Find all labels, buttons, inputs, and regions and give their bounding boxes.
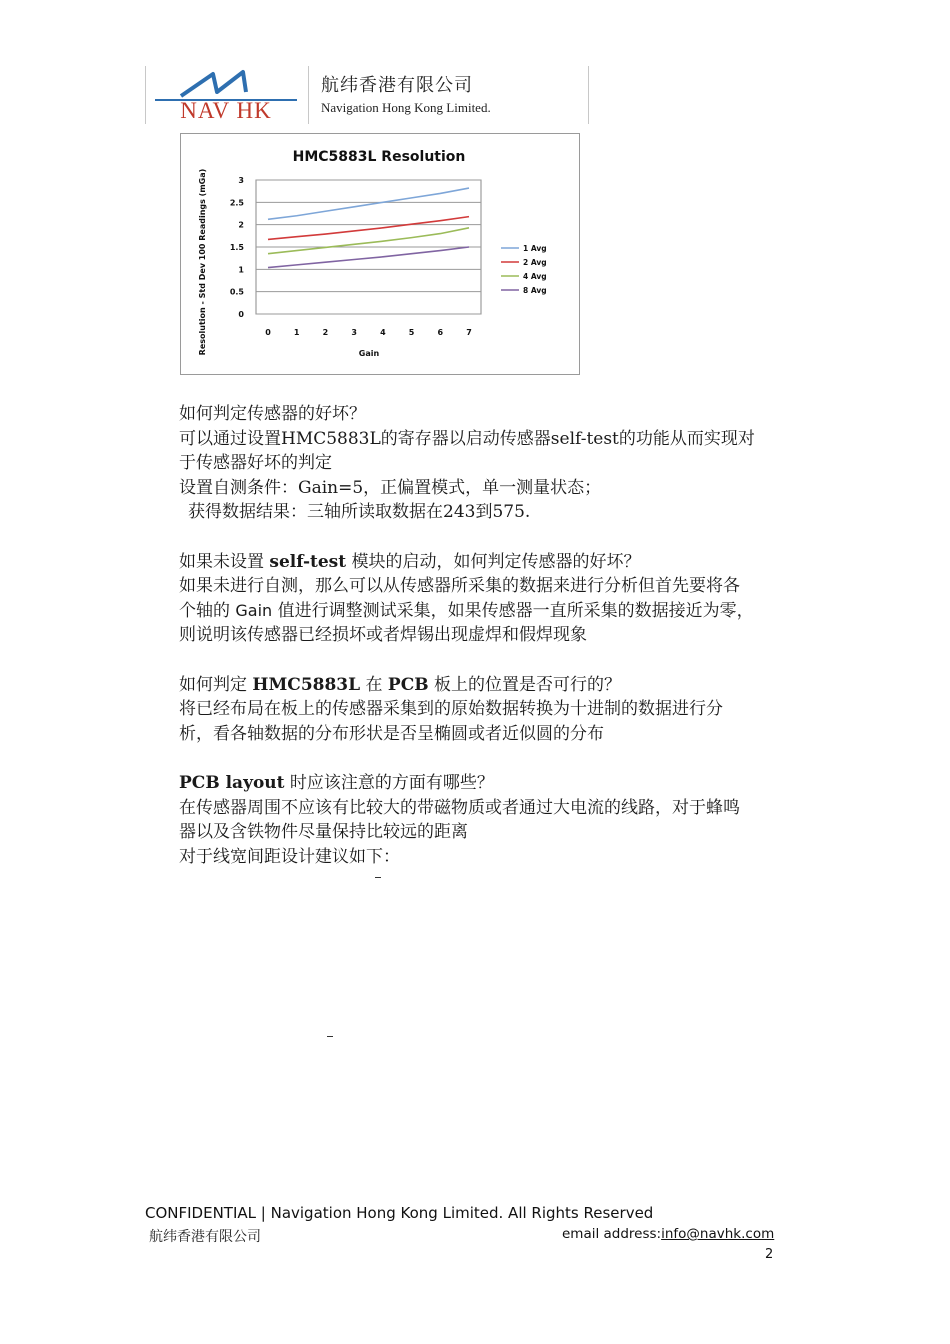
question-4 bbox=[179, 771, 819, 796]
q3-hmc: HMC5883L bbox=[252, 674, 361, 695]
q3-part-5: 板上的位置是否可行的？ bbox=[428, 674, 621, 695]
answer-3-line-2: 析，看各轴数据的分布形状是否呈椭圆或者近似圆的分布 bbox=[179, 723, 604, 744]
answer-2-line-3: 则说明该传感器已经损坏或者焊锡出现虚焊和假焊现象 bbox=[179, 625, 587, 646]
chart-title: HMC5883L Resolution bbox=[292, 149, 466, 165]
legend-label: 2 Avg bbox=[523, 258, 547, 267]
x-tick-label: 5 bbox=[408, 328, 415, 337]
y-tick-label: 0 bbox=[238, 310, 244, 319]
a2-gain: Gain bbox=[235, 600, 273, 620]
y-tick-label: 3 bbox=[238, 176, 244, 185]
spacer bbox=[179, 648, 819, 673]
footer-email-label: email address: bbox=[562, 1226, 662, 1242]
selftest-condition: 设置自测条件：Gain=5，正偏置模式，单一测量状态； bbox=[179, 477, 602, 498]
y-tick-label: 2.5 bbox=[229, 198, 244, 208]
series-line-1-avg bbox=[268, 188, 469, 219]
a2-part-3: 值进行调整测试采集，如果传感器一直所采集的数据接近为零， bbox=[272, 600, 754, 621]
y-tick-label: 2 bbox=[238, 220, 244, 230]
header-mid-divider bbox=[308, 66, 309, 124]
x-tick-label: 7 bbox=[466, 328, 472, 337]
answer-2-line-2 bbox=[179, 599, 819, 624]
chart-svg bbox=[181, 134, 579, 374]
legend-label: 1 Avg bbox=[523, 244, 547, 253]
q2-part-3: 模块的启动，如何判定传感器的好坏？ bbox=[346, 551, 641, 572]
legend-label: 8 Avg bbox=[523, 286, 547, 295]
email-link[interactable]: info@navhk.com bbox=[661, 1226, 775, 1242]
answer-4-line-3: 对于线宽间距设计建议如下： bbox=[179, 846, 400, 867]
chart-y-label: Resolution - Std Dev 100 Readings (mGa) bbox=[198, 168, 207, 356]
page-header bbox=[145, 66, 589, 124]
answer-4-line-1: 在传感器周围不应该有比较大的带磁物质或者通过大电流的线路，对于蜂鸣 bbox=[179, 797, 740, 818]
navhk-logo bbox=[151, 68, 301, 122]
question-1: 如何判定传感器的好坏？ bbox=[179, 404, 366, 424]
q2-part-1: 如果未设置 bbox=[179, 551, 270, 572]
resolution-chart bbox=[180, 133, 580, 375]
q3-pcb: PCB bbox=[387, 674, 429, 695]
series-line-4-avg bbox=[268, 228, 469, 254]
series-line-2-avg bbox=[268, 217, 469, 240]
chart-plot-area bbox=[230, 176, 547, 337]
footer-email bbox=[562, 1226, 774, 1242]
page-number: 2 bbox=[765, 1247, 774, 1262]
q3-part-1: 如何判定 bbox=[179, 674, 253, 695]
question-3 bbox=[179, 673, 819, 698]
footer-company-cn: 航纬香港有限公司 bbox=[149, 1229, 261, 1245]
y-tick-label: 1.5 bbox=[229, 243, 244, 252]
q4-part-2: 时应该注意的方面有哪些？ bbox=[284, 772, 494, 793]
header-right-divider bbox=[588, 66, 589, 124]
x-tick-label: 4 bbox=[380, 328, 386, 337]
x-tick-label: 3 bbox=[351, 328, 357, 337]
q2-selftest: self-test bbox=[269, 551, 347, 572]
answer-4-line-2: 器以及含铁物件尽量保持比较远的距离 bbox=[179, 822, 468, 843]
selftest-result: 获得数据结果：三轴所读取数据在243到575. bbox=[188, 502, 531, 523]
document-body bbox=[179, 402, 819, 869]
question-2 bbox=[179, 550, 819, 575]
y-tick-label: 0.5 bbox=[229, 287, 244, 297]
header-left-divider bbox=[145, 66, 146, 124]
x-tick-label: 0 bbox=[265, 328, 271, 337]
x-tick-label: 2 bbox=[322, 328, 329, 337]
footer-confidential: CONFIDENTIAL | Navigation Hong Kong Limited. All Rights Reserved bbox=[145, 1204, 654, 1222]
logo-text: NAV HK bbox=[180, 98, 272, 122]
answer-3-line-1: 将已经布局在板上的传感器采集到的原始数据转换为十进制的数据进行分 bbox=[179, 699, 723, 720]
header-company-en: Navigation Hong Kong Limited. bbox=[321, 100, 491, 115]
legend-label: 4 Avg bbox=[523, 272, 547, 281]
x-tick-label: 1 bbox=[293, 328, 300, 337]
answer-1-line-1: 可以通过设置HMC5883L的寄存器以启动传感器self-test的功能从而实现对 bbox=[179, 428, 755, 449]
spacer bbox=[179, 746, 819, 771]
stray-mark bbox=[375, 877, 381, 878]
x-tick-label: 6 bbox=[437, 328, 444, 337]
header-company-cn: 航纬香港有限公司 bbox=[321, 75, 473, 96]
q3-part-3: 在 bbox=[360, 674, 388, 695]
spacer bbox=[179, 525, 819, 550]
q4-pcb-layout: PCB layout bbox=[179, 772, 285, 793]
y-tick-label: 1 bbox=[238, 265, 244, 275]
stray-mark bbox=[327, 1036, 333, 1037]
a2-part-1: 个轴的 bbox=[179, 600, 236, 621]
chart-x-label: Gain bbox=[358, 349, 380, 358]
answer-2-line-1: 如果未进行自测，那么可以从传感器所采集的数据来进行分析但首先要将各 bbox=[179, 576, 740, 597]
answer-1-line-2: 于传感器好坏的判定 bbox=[179, 453, 332, 474]
